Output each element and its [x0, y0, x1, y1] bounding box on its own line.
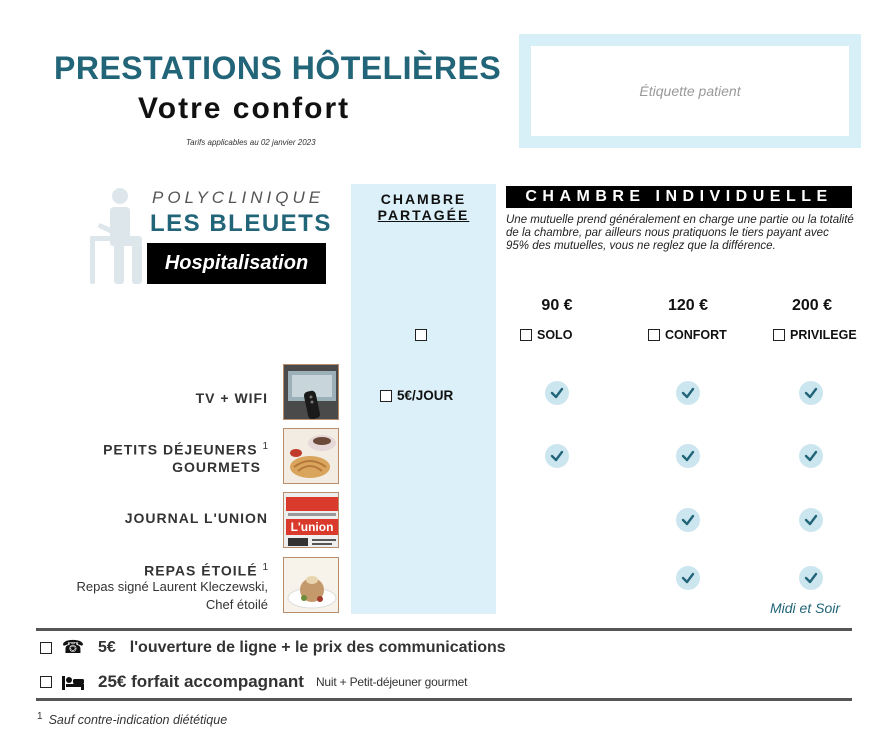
logo-polyclinique: POLYCLINIQUE — [152, 188, 325, 207]
newspaper-photo — [283, 492, 339, 548]
tarifs-date: Tarifs applicables au 02 janvier 2023 — [186, 138, 316, 147]
phone-checkbox[interactable] — [40, 642, 52, 654]
bed-icon — [62, 674, 84, 690]
check-meal-privilege — [799, 566, 823, 590]
phone-description: l'ouverture de ligne + le prix des communications — [129, 638, 506, 656]
companion-note: Nuit + Petit-déjeuner gourmet — [315, 675, 468, 689]
tv-remote-icon — [284, 365, 339, 420]
option-confort[interactable] — [648, 328, 727, 342]
check-meal-confort — [676, 566, 700, 590]
shared-room-checkbox[interactable] — [415, 329, 427, 341]
confort-checkbox[interactable] — [648, 329, 660, 341]
divider-bottom — [36, 698, 852, 701]
option-solo[interactable] — [520, 328, 572, 342]
shared-room-title — [351, 191, 496, 223]
starred-meal-title: REPAS ÉTOILÉ — [144, 562, 258, 579]
logo-les-bleuets: LES BLEUETS — [150, 210, 332, 237]
page-title: PRESTATIONS HÔTELIÈRES — [54, 50, 502, 86]
check-tv-confort — [676, 381, 700, 405]
solo-label: SOLO — [537, 328, 573, 342]
companion-offer: 25€ forfait accompagnant — [98, 672, 304, 691]
individual-room-note: Une mutuelle prend généralement en charge une partie ou la totalité de la chambre, par ailleurs nous pratiquons le tiers payant avec 95% des mutuelles, vous ne reglez que la différence. — [506, 214, 854, 252]
privilege-checkbox[interactable] — [773, 329, 785, 341]
companion-checkbox[interactable] — [40, 676, 52, 688]
gourmet-dish-photo — [283, 557, 339, 613]
footnote — [37, 711, 227, 727]
check-tv-solo — [545, 381, 569, 405]
patient-label-field[interactable]: Étiquette patient — [531, 46, 849, 136]
croissant-photo — [283, 428, 339, 484]
privilege-label: PRIVILEGE — [790, 328, 857, 342]
check-tv-privilege — [799, 381, 823, 405]
starred-meal-sub1: Repas signé Laurent Kleczewski, — [76, 579, 268, 594]
check-breakfast-privilege — [799, 444, 823, 468]
service-starred-meal-label — [144, 559, 268, 580]
individual-room-title: CHAMBRE INDIVIDUELLE — [506, 186, 852, 208]
check-breakfast-confort — [676, 444, 700, 468]
confort-label: CONFORT — [665, 328, 727, 342]
shared-room-title-line1: CHAMBRE — [380, 191, 467, 207]
footnote-text: Sauf contre-indication diététique — [48, 713, 228, 728]
tv-shared-price: 5€/JOUR — [397, 388, 454, 403]
price-solo: 90 € — [541, 297, 573, 314]
check-breakfast-solo — [545, 444, 569, 468]
starred-meal-sub2: Chef étoilé — [205, 597, 268, 612]
footnote-ref: 1 — [37, 711, 43, 722]
tv-shared-checkbox[interactable] — [380, 390, 392, 402]
tv-shared-option[interactable] — [380, 388, 453, 403]
breakfast-footnote-ref: 1 — [262, 441, 268, 452]
price-confort: 120 € — [667, 297, 709, 314]
extra-phone-row — [40, 637, 506, 658]
divider-top — [36, 628, 852, 631]
tv-remote-photo — [283, 364, 339, 420]
price-privilege: 200 € — [791, 297, 833, 314]
check-newspaper-confort — [676, 508, 700, 532]
page-subtitle: Votre confort — [138, 92, 351, 125]
patient-figure-icon — [86, 186, 146, 286]
extra-companion-row — [40, 672, 467, 692]
service-tv-wifi-label: TV + WIFI — [195, 390, 268, 406]
hospitalisation-badge: Hospitalisation — [147, 243, 326, 284]
phone-price: 5€ — [98, 638, 116, 656]
newspaper-masthead: L'union — [290, 520, 334, 534]
service-newspaper-label: JOURNAL L'UNION — [124, 510, 268, 526]
newspaper-icon — [284, 493, 339, 548]
midi-et-soir-note: Midi et Soir — [770, 600, 841, 616]
breakfast-label-line1: PETITS DÉJEUNERS — [103, 441, 258, 458]
breakfast-label-line2: GOURMETS — [172, 458, 261, 475]
shared-room-title-line2: PARTAGÉE — [377, 207, 470, 223]
phone-icon: ☎ — [61, 637, 85, 657]
starred-meal-footnote-ref: 1 — [262, 562, 268, 573]
solo-checkbox[interactable] — [520, 329, 532, 341]
gourmet-dish-icon — [284, 558, 339, 613]
check-newspaper-privilege — [799, 508, 823, 532]
service-breakfast-label — [103, 438, 268, 476]
option-privilege[interactable] — [773, 328, 857, 342]
croissant-icon — [284, 429, 339, 484]
